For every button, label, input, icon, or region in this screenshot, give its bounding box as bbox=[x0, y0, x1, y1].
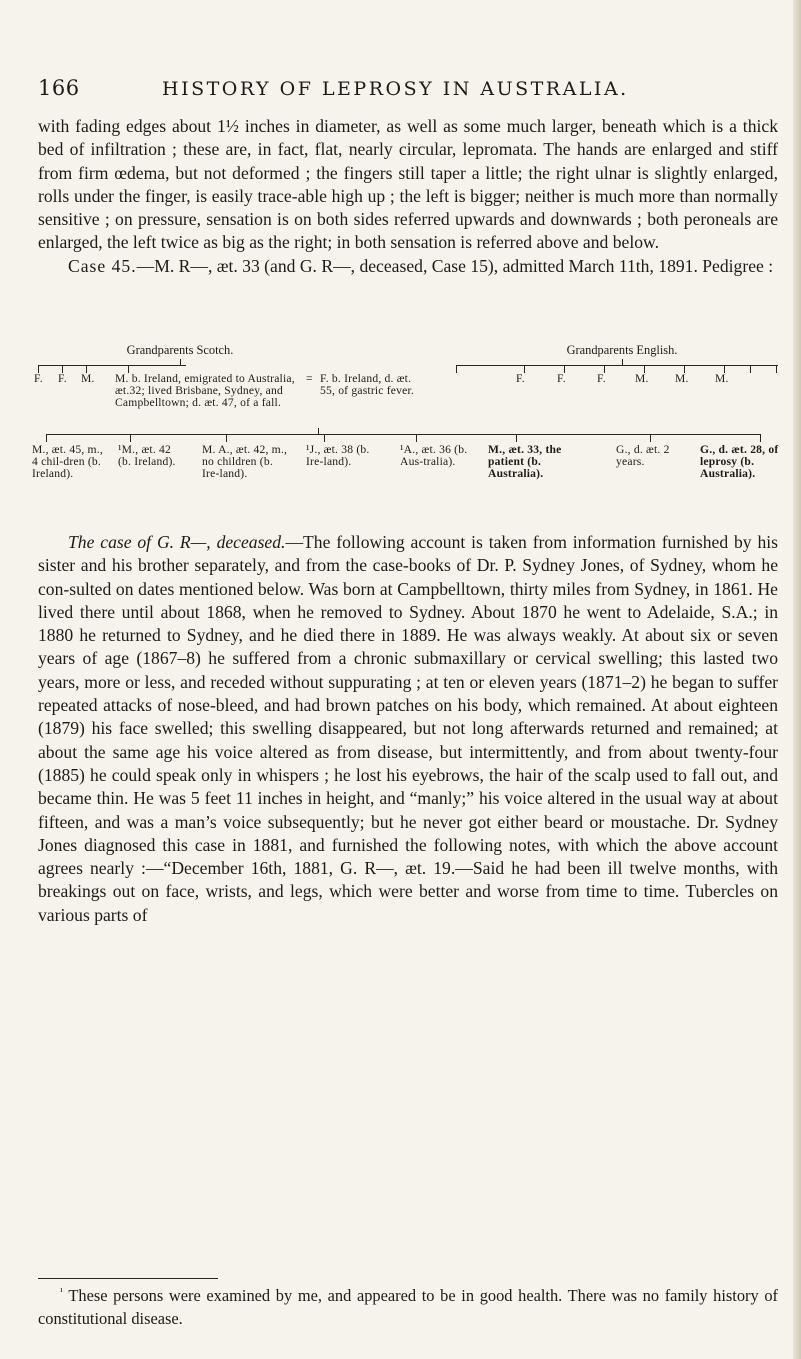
pedigree-left-root: Grandparents Scotch. bbox=[126, 343, 234, 357]
body-text-main: —The following account is taken from information furnished by his sister and his brother separately, and from the case-books of Dr. P. Sydney Jones, of Sydney, whom he con-sulted on dates mentioned below. Was born at Campbelltown, thirty miles from Sydney, in 1861. He lived there until about 1868, when he removed to Sydney. About 1870 he went to Adelaide, S.A.; in 1880 he returned to Sydney, and he died there in 1889. He was always weakly. At about six or seven years of age (1867–8) he suffered from a chronic submaxillary or cervical swelling; this lasted two years, more or less, and receded without suppurating ; at ten or eleven years (1871–2) he began to suffer repeated attacks of nose-bleed, and had brown patches on his body, which remained. At about eighteen (1879) his face swelled; this swelling disappeared, but not long afterwards returned and remained; at about the same age his voice altered as from disease, but intermittently, and from about twenty-four (1885) he could speak only in whispers ; he lost his eyebrows, the hair of the scalp used to fall out, and became thin. He was 5 feet 11 inches in height, and “manly;” his voice altered in the usual way at about fifteen, and was a man’s voice subsequently; but he never got either beard or moustache. Dr. Sydney Jones diagnosed this case in 1881, and furnished the following notes, with which the above account agrees nearly :—“December 16th, 1881, G. R—, æt. 19.—Said he had been ill twelve months, with breakings out on face, wrists, and legs, which were better and worse from time to time. Tubercles on various parts of bbox=[38, 532, 778, 925]
line bbox=[650, 434, 651, 442]
line bbox=[416, 434, 417, 442]
line bbox=[130, 434, 131, 442]
child-8: G., d. æt. 28, of leprosy (b. Australia). bbox=[700, 443, 779, 480]
body-paragraph-top bbox=[38, 115, 778, 278]
line bbox=[46, 434, 47, 442]
gen2-right-2: F. bbox=[597, 372, 606, 385]
child-7: G., d. æt. 2 years. bbox=[616, 443, 670, 468]
gen2-right-4: M. bbox=[675, 372, 689, 385]
child-4: ¹J., æt. 38 (b. Ire-land). bbox=[306, 443, 370, 468]
line bbox=[456, 365, 457, 373]
line bbox=[456, 365, 778, 366]
footnote bbox=[38, 1285, 778, 1330]
footnote-rule bbox=[38, 1278, 218, 1279]
gen2-left-2: M. bbox=[81, 372, 95, 385]
running-title: HISTORY OF LEPROSY IN AUSTRALIA. bbox=[162, 78, 629, 100]
line bbox=[760, 434, 761, 442]
pedigree-marriage-sign: = bbox=[306, 372, 313, 385]
gen2-right-0: F. bbox=[516, 372, 525, 385]
gen2-right-1: F. bbox=[557, 372, 566, 385]
page-header bbox=[0, 76, 801, 116]
case-heading: Case 45. bbox=[68, 255, 137, 276]
pedigree-chart bbox=[32, 343, 779, 524]
line bbox=[226, 434, 227, 442]
child-5: ¹A., æt. 36 (b. Aus-tralia). bbox=[400, 443, 468, 468]
body-text-top: with fading edges about 1½ inches in diameter, as well as some much larger, beneath which is a thick bed of infiltration ; these are, in fact, flat, nearly circular, lepromata. The hands are enlarged and stiff from firm œdema, but not deformed ; the fingers still taper a little; the right ulnar is slightly enlarged, rolls under the finger, is easily trace-able high up ; the left is bigger; neither is much more than normally sensitive ; on pressure, sensation is on both sides referred upwards and downwards ; both peroneals are enlarged, the left twice as big as the right; in both sensation is referred above and below. bbox=[38, 116, 778, 253]
child-6-patient: M., æt. 33, the patient (b. Australia). bbox=[488, 443, 562, 480]
case-of-heading: The case of G. R—, deceased. bbox=[68, 532, 286, 552]
footnote-text: These persons were examined by me, and appeared to be in good health. There was no family history of constitutional disease. bbox=[38, 1286, 779, 1328]
gen2-right-5: M. bbox=[715, 372, 729, 385]
footnote-marker: ¹ bbox=[60, 1286, 63, 1298]
line bbox=[776, 365, 777, 373]
case-text: —M. R—, æt. 33 (and G. R—, deceased, Case 15), admitted March 11th, 1891. Pedigree : bbox=[136, 255, 774, 276]
line bbox=[516, 434, 517, 442]
body-paragraph-main bbox=[38, 531, 778, 927]
line bbox=[38, 365, 186, 366]
gen2-right-3: M. bbox=[635, 372, 649, 385]
child-3: M. A., æt. 42, m., no children (b. Ire-land). bbox=[202, 443, 288, 480]
page-edge-shadow bbox=[793, 0, 801, 1359]
child-2: ¹M., æt. 42 (b. Ireland). bbox=[118, 443, 176, 468]
pedigree-mother: F. b. Ireland, d. æt. 55, of gastric fever. bbox=[320, 372, 415, 397]
line bbox=[46, 434, 760, 435]
gen2-left-0: F. bbox=[34, 372, 43, 385]
child-1: M., æt. 45, m., 4 chil-dren (b. Ireland). bbox=[32, 443, 103, 480]
pedigree-right-root: Grandparents English. bbox=[566, 343, 678, 357]
pedigree-father: M. b. Ireland, emigrated to Australia, æt.32; lived Brisbane, Sydney, and Campbelltown; d. æt. 47, of a fall. bbox=[115, 372, 295, 409]
page-number: 166 bbox=[38, 76, 80, 100]
line bbox=[324, 434, 325, 442]
gen2-left-1: F. bbox=[58, 372, 67, 385]
line bbox=[750, 365, 751, 373]
